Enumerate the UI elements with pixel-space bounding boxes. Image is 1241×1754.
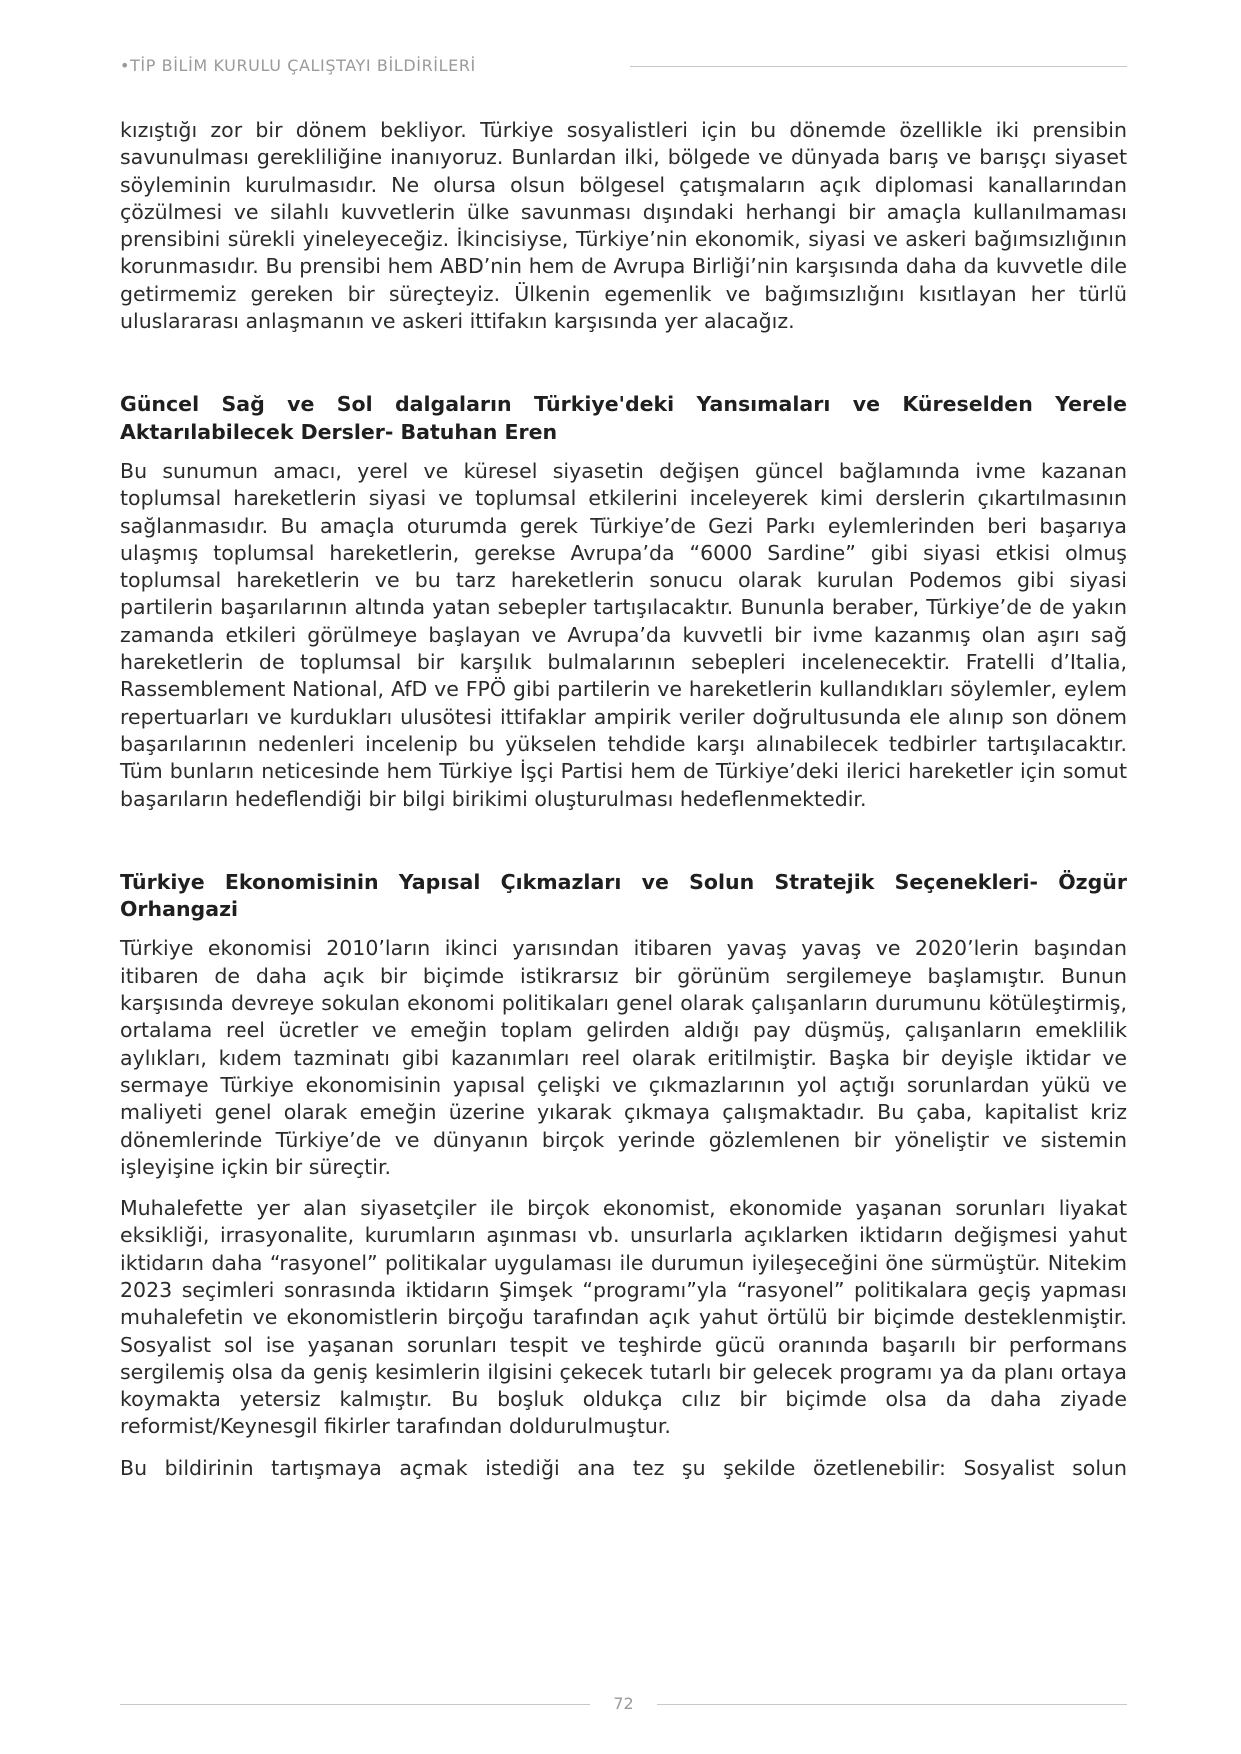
section-heading: Güncel Sağ ve Sol dalgaların Türkiye'deki Yansımaları ve Küreselden Yerele Aktarılabilecek Dersler- Batuhan Eren [120,392,1127,444]
section-paragraph: Bu sunumun amacı, yerel ve küresel siyasetin değişen güncel bağlamında ivme kazanan toplumsal hareketlerin siyasi ve toplumsal etkilerini inceleyerek kimi derslerin çıkartılmasının sağlanmasıdır. Bu amaçla oturumda gerek Türkiye’de Gezi Parkı eylemlerinden beri başarıya ulaşmış toplumsal hareketlerin, gerekse Avrupa’da “6000 Sardine” gibi siyasi etkisi olmuş toplumsal hareketlerin ve bu tarz hareketlerin sonucu olarak kurulan Podemos gibi siyasi partilerin başarılarının altında yatan sebepler tartışılacaktır. Bununla beraber, Türkiye’de de yakın zamanda etkileri görülmeye başlayan ve Avrupa’da kuvvetli bir ivme kazanmış olan aşırı sağ hareketlerin de toplumsal bir karşılık bulmalarının sebepleri incelenecektir. Fratelli d’Italia, Rassemblement National, AfD ve FPÖ gibi partilerin ve hareketlerin kullandıkları söylemler, eylem repertuarları ve kurdukları ulusötesi ittifaklar ampirik veriler doğrultusunda ele alınıp son dönem başarılarının nedenleri incelenip bu yükselen tehdide karşı alınabilecek tedbirler tartışılacaktır. Tüm bunların neticesinde hem Türkiye İşçi Partisi hem de Türkiye’deki ilerici hareketler için somut başarıların hedeflendiği bir bilgi birikimi oluşturulması hedeflenmektedir. [120,458,1127,811]
section-paragraph: Bu bildirinin tartışmaya açmak istediği ana tez şu şekilde özetlenebilir: Sosyalist solun [120,1455,1127,1480]
section-spacer [120,813,1127,869]
section-paragraph: Türkiye ekonomisi 2010’ların ikinci yarısından itibaren yavaş yavaş ve 2020’lerin başından itibaren de daha açık bir biçimde istikrarsız bir görünüm sergilemeye başlamıştır. Bunun karşısında devreye sokulan ekonomi politikaları genel olarak çalışanların durumunu kötüleştirmiş, ortalama reel ücretler ve emeğin toplam gelirden aldığı pay düşmüş, çalışanların emeklilik aylıkları, kıdem tazminatı gibi kazanımları reel olarak eritilmiştir. Başka bir deyişle iktidar ve sermaye Türkiye ekonomisinin yapısal çelişki ve çıkmazlarının yol açtığı sorunlardan yükü ve maliyeti genel olarak emeğin üzerine yıkarak çıkmaya çalışmaktadır. Bu çaba, kapitalist kriz dönemlerinde Türkiye’de ve dünyanın birçok yerinde gözlemlenen bir yöneliştir ve sistemin işleyişine içkin bir süreçtir. [120,936,1127,1179]
heading-spacer [120,923,1127,935]
footer-rule-right [657,1704,1127,1705]
running-header [120,56,1127,80]
page-content [120,117,1127,1482]
footer-rule-left [120,1704,590,1705]
heading-spacer [120,446,1127,458]
section-ozgur-orhangazi [120,869,1127,1482]
page-number: 72 [613,1694,634,1713]
section-paragraph: Muhalefette yer alan siyasetçiler ile birçok ekonomist, ekonomide yaşanan sorunları liyakat eksikliği, irrasyonalite, kurumların aşınması vb. unsurlarla açıklarken iktidarın değişmesi yahut iktidarın daha “rasyonel” politikalar uygulaması ile durumun iyileşeceğini öne sürmüştür. Nitekim 2023 seçimleri sonrasında iktidarın Şimşek “programı”yla “rasyonel” politikalara geçiş yapması muhalefetin ve ekonomistlerin birçoğu tarafından açık yahut örtülü bir biçimde desteklenmiştir. Sosyalist sol ise yaşanan sorunları tespit ve teşhirde gücü oranında başarılı bir performans sergilemiş olsa da geniş kesimlerin ilgisini çekecek tutarlı bir gelecek programı ya da planı ortaya koymakta yetersiz kalmıştır. Bu boşluk oldukça cılız bir biçimde olsa da daha ziyade reformist/Keynesgil fikirler tarafından doldurulmuştur. [120,1196,1127,1439]
header-title: •TİP BİLİM KURULU ÇALIŞTAYI BİLDİRİLERİ [120,56,476,75]
section-heading: Türkiye Ekonomisinin Yapısal Çıkmazları ve Solun Stratejik Seçenekleri- Özgür Orhangazi [120,869,1127,922]
paragraph-spacer [120,1181,1127,1195]
page-footer [120,1694,1127,1714]
intro-paragraph: kızıştığı zor bir dönem bekliyor. Türkiye sosyalistleri için bu dönemde özellikle iki prensibin savunulması gerekliliğine inanıyoruz. Bunlardan ilki, bölgede ve dünyada barış ve barışçı siyaset söyleminin kurulmasıdır. Ne olursa olsun bölgesel çatışmaların açık diplomasi kanallarından çözülmesi ve silahlı kuvvetlerin ülke savunması dışındaki herhangi bir amaçla kullanılmaması prensibini sürekli yineleyeceğiz. İkincisiyse, Türkiye’nin ekonomik, siyasi ve askeri bağımsızlığının korunmasıdır. Bu prensibi hem ABD’nin hem de Avrupa Birliği’nin karşısında daha da kuvvetle dile getirmemiz gereken bir süreçteyiz. Ülkenin egemenlik ve bağımsızlığını kısıtlayan her türlü uluslararası anlaşmanın ve askeri ittifakın karşısında yer alacağız. [120,118,1127,334]
paragraph-spacer [120,1441,1127,1455]
section-spacer [120,335,1127,391]
document-page [120,0,1127,1754]
section-batuhan-eren [120,391,1127,812]
header-rule [630,66,1127,67]
